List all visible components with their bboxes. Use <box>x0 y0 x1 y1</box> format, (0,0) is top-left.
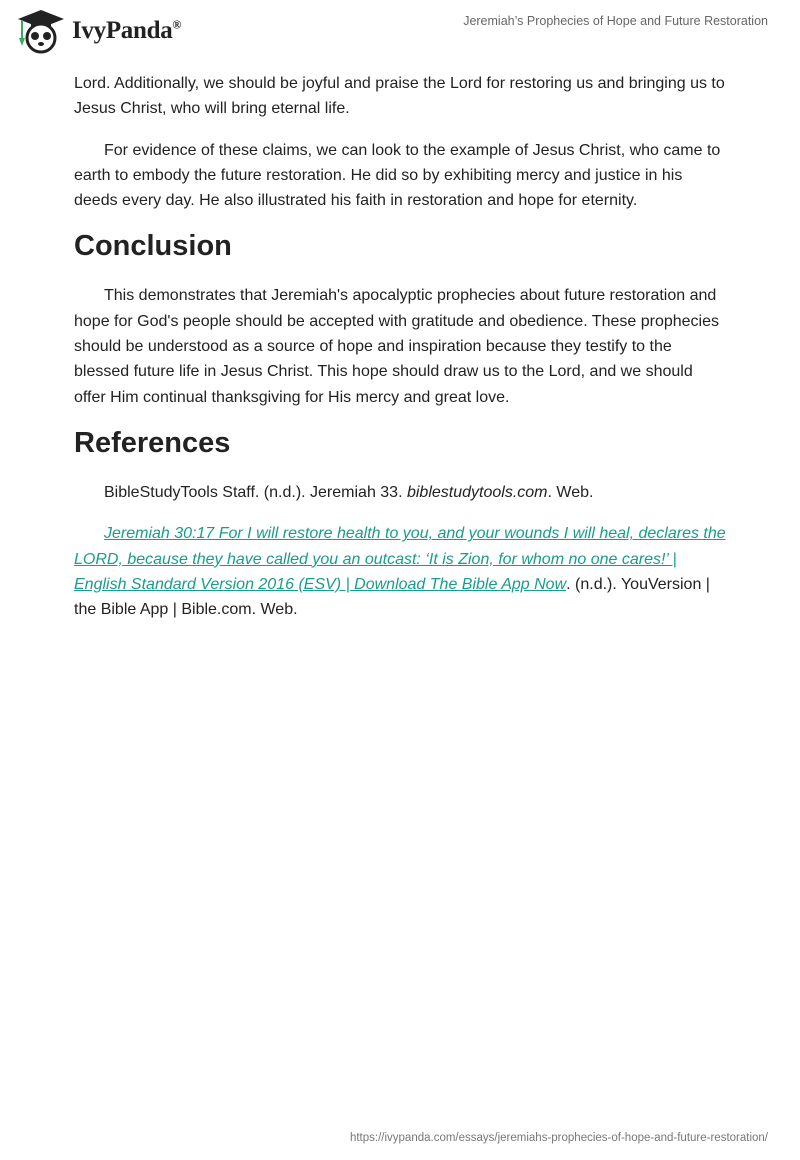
panda-graduate-icon <box>16 8 66 54</box>
document-title: Jeremiah’s Prophecies of Hope and Future Restoration <box>463 14 768 28</box>
reference-link[interactable]: Jeremiah 30:17 For I will restore health to you, and your wounds I will heal, declares the LORD, because they have called you an outcast: ‘It is Zion, for whom no one cares!’ | English Standard Version 2016 (ESV) | Download The Bible App Now <box>74 525 726 593</box>
paragraph: Lord. Additionally, we should be joyful and praise the Lord for restoring us and bringing us to Jesus Christ, who will bring eternal life. <box>74 75 725 118</box>
references-heading: References <box>74 426 231 459</box>
reference-item: Jeremiah 30:17 For I will restore health to you, and your wounds I will heal, declares the LORD, because they have called you an outcast: ‘It is Zion, for whom no one cares!’ | English Standard Version 2016 (ESV) | Download The Bible App Now. (n.d.). YouVersion | the Bible App | Bible.com. Web. <box>74 525 726 619</box>
footer-url: https://ivypanda.com/essays/jeremiahs-prophecies-of-hope-and-future-restoration/ <box>349 1132 768 1144</box>
paragraph: For evidence of these claims, we can look to the example of Jesus Christ, who came to earth to embody the future restoration. He did so by exhibiting mercy and justice in his deeds every day. He also illustrated his faith in restoration and hope for eternity. <box>74 141 721 210</box>
conclusion-heading: Conclusion <box>74 230 232 263</box>
reference-item: BibleStudyTools Staff. (n.d.). Jeremiah 33. biblestudytools.com. Web. <box>104 483 594 501</box>
logo[interactable] <box>16 8 181 54</box>
paragraph: This demonstrates that Jeremiah's apocalyptic prophecies about future restoration and hope for God's people should be accepted with gratitude and obedience. These prophecies should be understood as a source of hope and inspiration because they testify to the blessed future life in Jesus Christ. This hope should draw us to the Lord, and we should offer Him continual thanksgiving for His mercy and great love. <box>74 287 719 406</box>
logo-text: IvyPanda® <box>72 17 182 44</box>
essay-content <box>74 71 726 638</box>
